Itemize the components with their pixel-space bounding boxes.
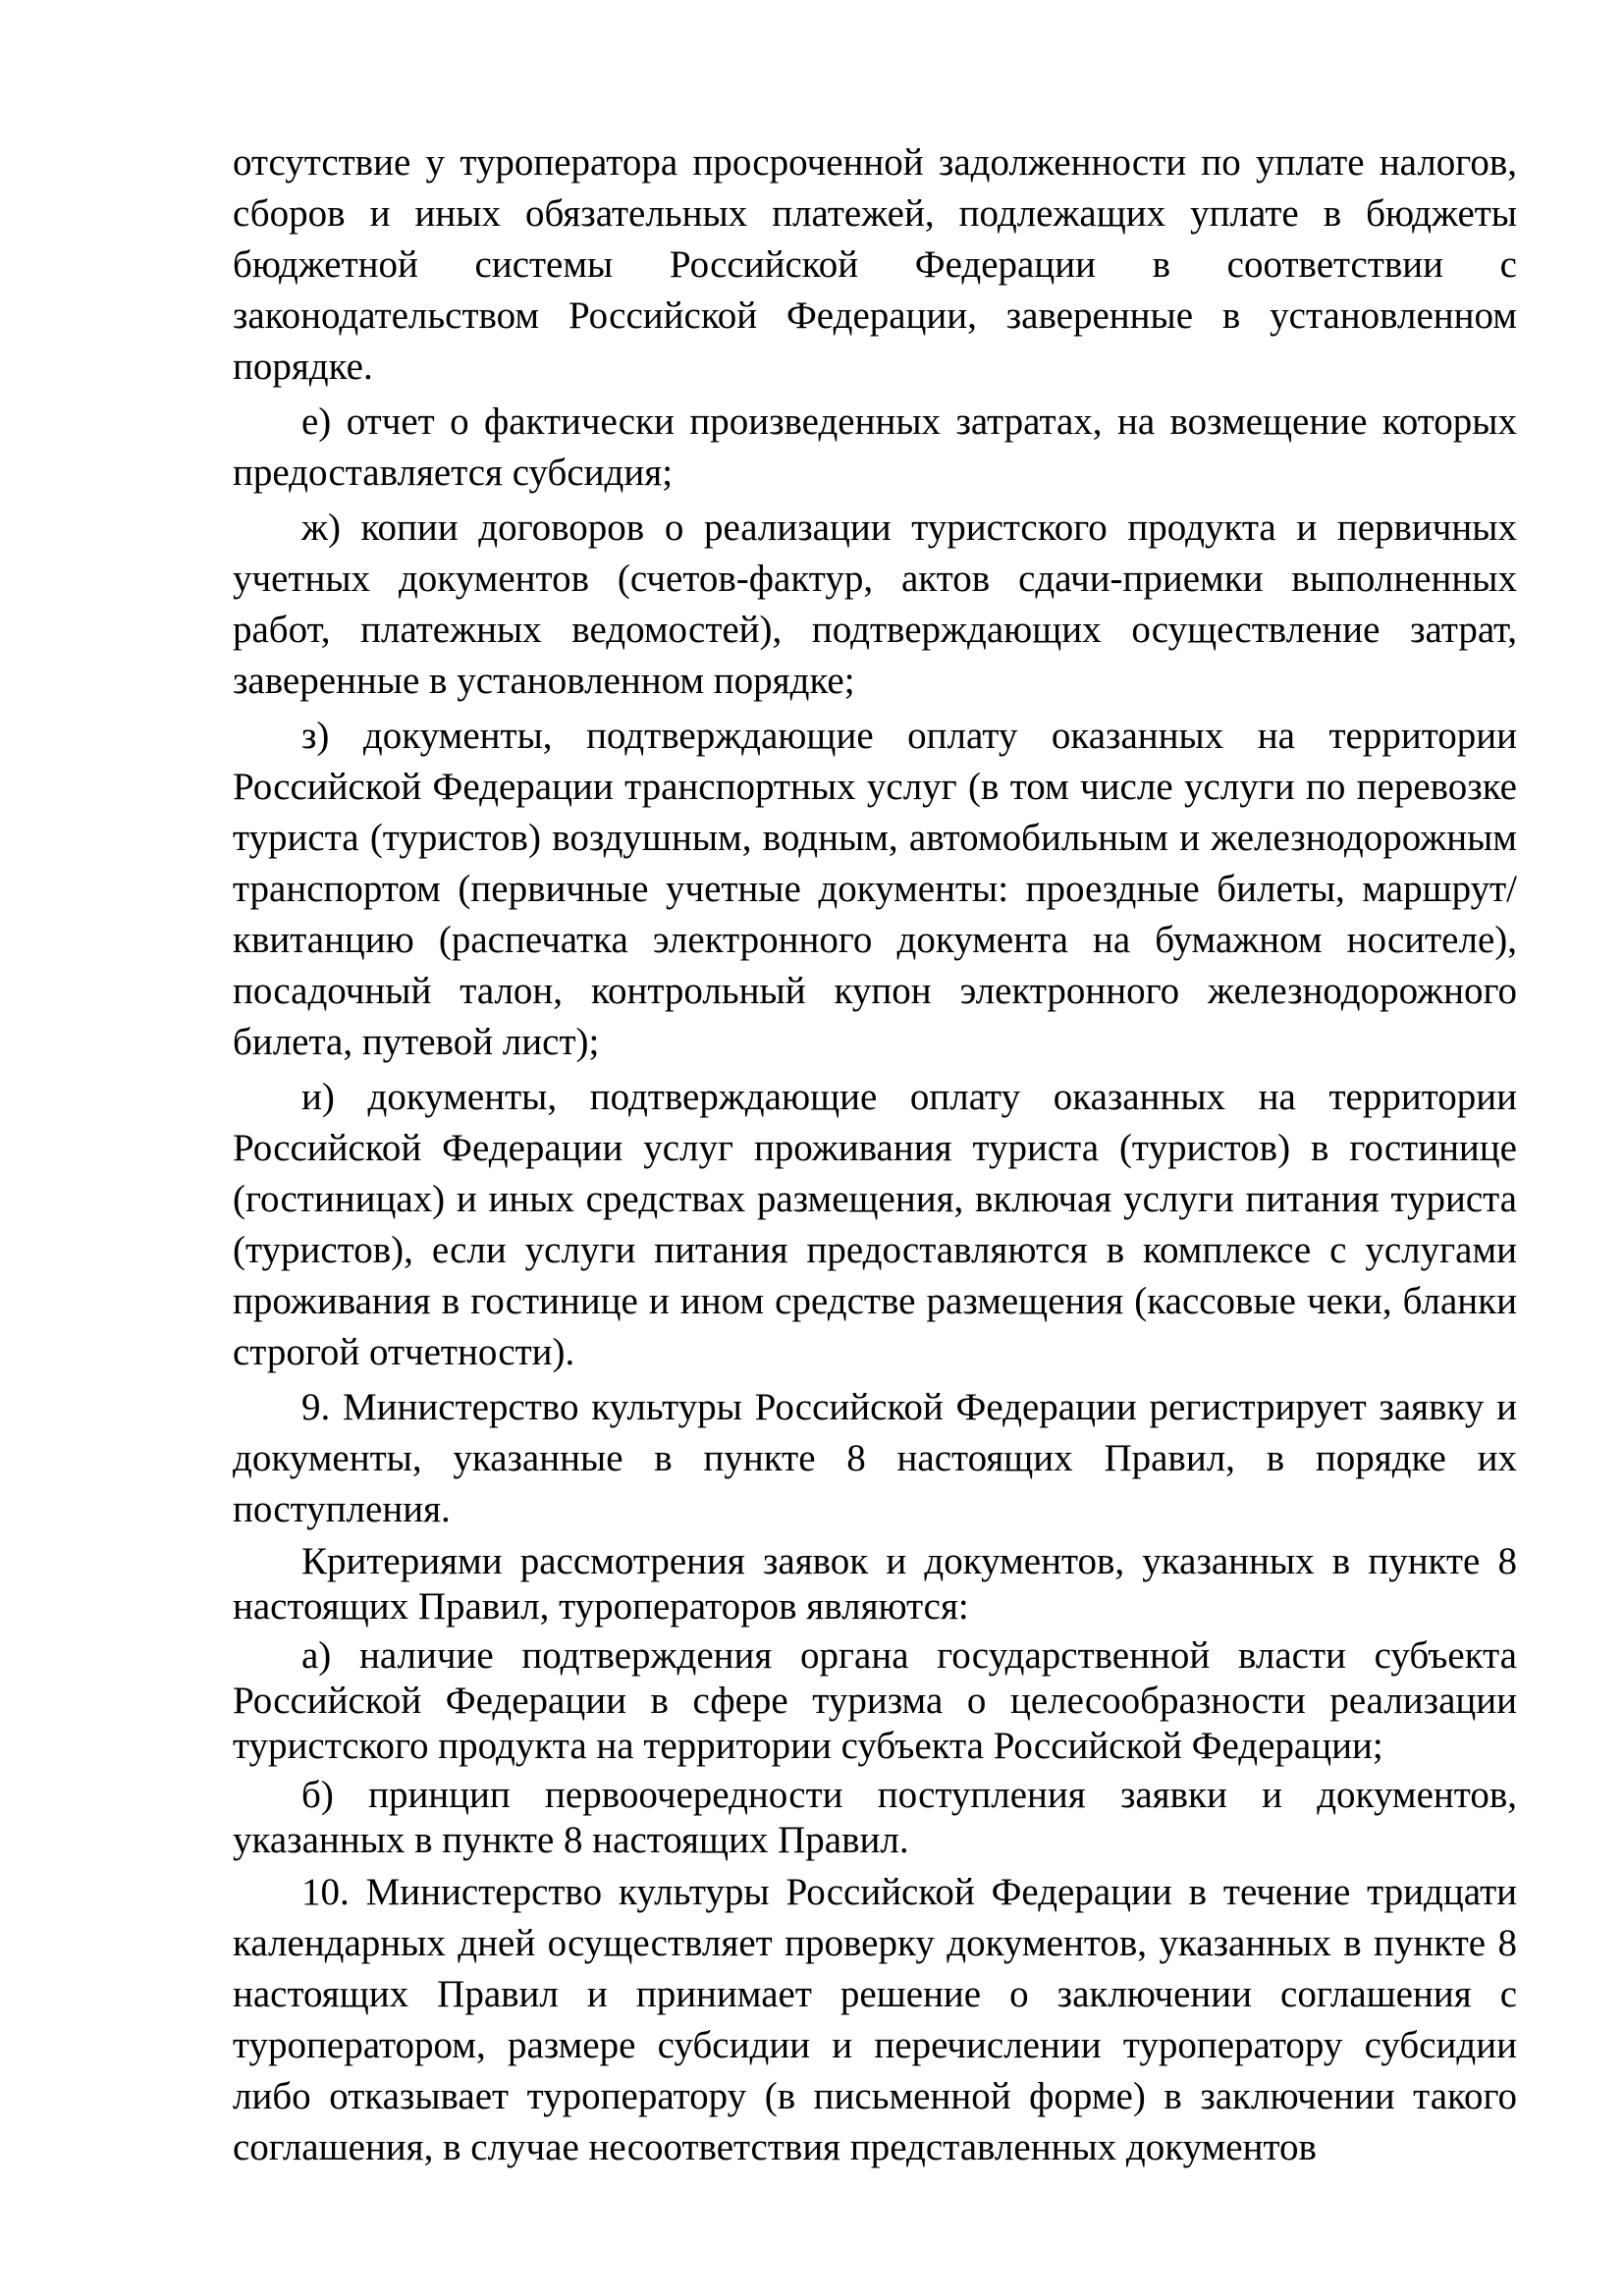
paragraph-criterion-b: б) принцип первоочередности поступления заявки и документов, указанных в пункте 8 настоящих Правил. bbox=[233, 1774, 1517, 1861]
paragraph-item-i: и) документы, подтверждающие оплату оказанных на территории Российской Федерации услуг проживания туриста (туристов) в гостинице (гостиницах) и иных средствах размещения, включая услуги питания туриста (туристов), если услуги питания предоставляются в комплексе с услугами проживания в гостинице и ином средстве размещения (кассовые чеки, бланки строгой отчетности). bbox=[233, 1076, 1517, 1373]
paragraph-item-zh: ж) копии договоров о реализации туристского продукта и первичных учетных документов (счетов-фактур, актов сдачи-приемки выполненных работ, платежных ведомостей), подтверждающих осуществление затрат, заверенные в установленном порядке; bbox=[233, 507, 1517, 702]
paragraph-criterion-a: а) наличие подтверждения органа государственной власти субъекта Российской Федерации в сфере туризма о целесообразности реализации туристского продукта на территории субъекта Российской Федерации; bbox=[233, 1634, 1517, 1767]
paragraph-item-z: з) документы, подтверждающие оплату оказанных на территории Российской Федерации транспортных услуг (в том числе услуги по перевозке туриста (туристов) воздушным, водным, автомобильным и железнодорожным транспортом (первичные учетные документы: проездные билеты, маршрут/квитанцию (распечатка электронного документа на бумажном носителе), посадочный талон, контрольный купон электронного железнодорожного билета, путевой лист); bbox=[233, 715, 1517, 1063]
paragraph-clause-9: 9. Министерство культуры Российской Федерации регистрирует заявку и документы, указанные в пункте 8 настоящих Правил, в порядке их поступления. bbox=[233, 1386, 1517, 1530]
paragraph-item-e: е) отчет о фактически произведенных затратах, на возмещение которых предоставляется субсидия; bbox=[233, 400, 1517, 494]
document-body bbox=[233, 137, 1517, 2177]
paragraph-tax-debt: отсутствие у туроператора просроченной задолженности по уплате налогов, сборов и иных обязательных платежей, подлежащих уплате в бюджеты бюджетной системы Российской Федерации в соответствии с законодательством Российской Федерации, заверенные в установленном порядке. bbox=[233, 141, 1517, 388]
paragraph-clause-10: 10. Министерство культуры Российской Федерации в течение тридцати календарных дней осуществляет проверку документов, указанных в пункте 8 настоящих Правил и принимает решение о заключении соглашения с туроператором, размере субсидии и перечислении туроператору субсидии либо отказывает туроператору (в письменной форме) в заключении такого соглашения, в случае несоответствия представленных документов bbox=[233, 1871, 1517, 2168]
paragraph-criteria: Критериями рассмотрения заявок и документов, указанных в пункте 8 настоящих Правил, туроператоров являются: bbox=[233, 1540, 1517, 1628]
